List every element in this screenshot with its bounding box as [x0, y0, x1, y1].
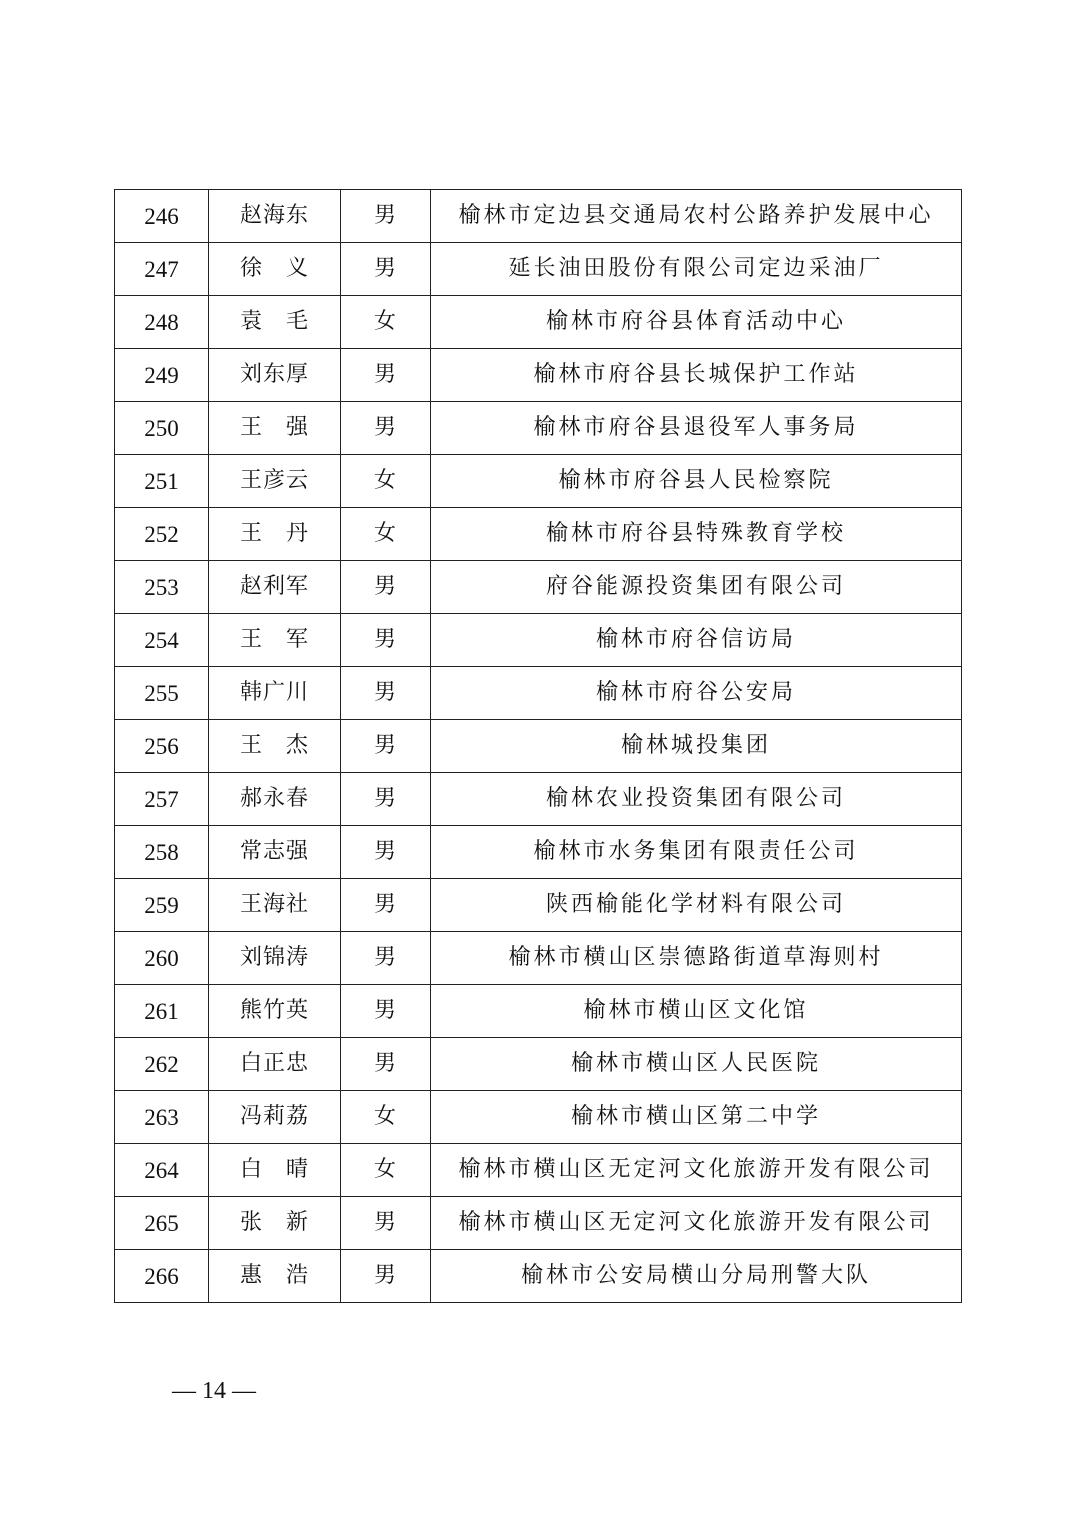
- table-row: [115, 1250, 962, 1303]
- gender: 男: [341, 243, 431, 296]
- work-unit: 榆林市横山区无定河文化旅游开发有限公司: [431, 1144, 962, 1197]
- work-unit: 榆林市府谷县人民检察院: [431, 455, 962, 508]
- gender: 女: [341, 296, 431, 349]
- work-unit: 榆林市横山区文化馆: [431, 985, 962, 1038]
- row-number: 251: [115, 455, 209, 508]
- person-name: 惠 浩: [209, 1250, 341, 1303]
- person-name: 熊竹英: [209, 985, 341, 1038]
- person-name: 常志强: [209, 826, 341, 879]
- gender: 男: [341, 932, 431, 985]
- gender: 男: [341, 1250, 431, 1303]
- table-row: [115, 879, 962, 932]
- work-unit: 榆林市水务集团有限责任公司: [431, 826, 962, 879]
- work-unit: 榆林市横山区崇德路街道草海则村: [431, 932, 962, 985]
- row-number: 264: [115, 1144, 209, 1197]
- person-name: 王 丹: [209, 508, 341, 561]
- row-number: 247: [115, 243, 209, 296]
- person-name: 刘东厚: [209, 349, 341, 402]
- table-row: [115, 614, 962, 667]
- row-number: 263: [115, 1091, 209, 1144]
- work-unit: 榆林农业投资集团有限公司: [431, 773, 962, 826]
- row-number: 255: [115, 667, 209, 720]
- work-unit: 榆林市府谷县特殊教育学校: [431, 508, 962, 561]
- row-number: 260: [115, 932, 209, 985]
- gender: 女: [341, 455, 431, 508]
- gender: 男: [341, 402, 431, 455]
- work-unit: 榆林市横山区人民医院: [431, 1038, 962, 1091]
- person-name: 刘锦涛: [209, 932, 341, 985]
- person-name: 郝永春: [209, 773, 341, 826]
- row-number: 258: [115, 826, 209, 879]
- person-name: 白正忠: [209, 1038, 341, 1091]
- row-number: 249: [115, 349, 209, 402]
- row-number: 262: [115, 1038, 209, 1091]
- row-number: 248: [115, 296, 209, 349]
- table-row: [115, 243, 962, 296]
- gender: 男: [341, 985, 431, 1038]
- table-row: [115, 1197, 962, 1250]
- row-number: 252: [115, 508, 209, 561]
- work-unit: 榆林市府谷县退役军人事务局: [431, 402, 962, 455]
- row-number: 256: [115, 720, 209, 773]
- gender: 男: [341, 561, 431, 614]
- table-row: [115, 773, 962, 826]
- person-name: 王 杰: [209, 720, 341, 773]
- work-unit: 陕西榆能化学材料有限公司: [431, 879, 962, 932]
- work-unit: 榆林城投集团: [431, 720, 962, 773]
- person-name: 王彦云: [209, 455, 341, 508]
- table-row: [115, 455, 962, 508]
- person-name: 王 强: [209, 402, 341, 455]
- table-body: [115, 190, 962, 1303]
- work-unit: 延长油田股份有限公司定边采油厂: [431, 243, 962, 296]
- person-name: 王 军: [209, 614, 341, 667]
- person-name: 白 晴: [209, 1144, 341, 1197]
- table-row: [115, 1038, 962, 1091]
- gender: 男: [341, 614, 431, 667]
- gender: 男: [341, 1197, 431, 1250]
- table-row: [115, 561, 962, 614]
- table-row: [115, 720, 962, 773]
- gender: 女: [341, 1144, 431, 1197]
- row-number: 253: [115, 561, 209, 614]
- honoree-table: [114, 189, 962, 1303]
- work-unit: 榆林市府谷公安局: [431, 667, 962, 720]
- row-number: 266: [115, 1250, 209, 1303]
- table-row: [115, 402, 962, 455]
- gender: 男: [341, 349, 431, 402]
- person-name: 赵利军: [209, 561, 341, 614]
- work-unit: 榆林市府谷信访局: [431, 614, 962, 667]
- person-name: 王海社: [209, 879, 341, 932]
- table-row: [115, 1144, 962, 1197]
- person-name: 韩广川: [209, 667, 341, 720]
- table-row: [115, 932, 962, 985]
- table-row: [115, 296, 962, 349]
- table-row: [115, 190, 962, 243]
- person-name: 袁 毛: [209, 296, 341, 349]
- table-row: [115, 826, 962, 879]
- gender: 女: [341, 1091, 431, 1144]
- person-name: 徐 义: [209, 243, 341, 296]
- table-row: [115, 349, 962, 402]
- gender: 男: [341, 1038, 431, 1091]
- row-number: 259: [115, 879, 209, 932]
- table-row: [115, 667, 962, 720]
- table-row: [115, 508, 962, 561]
- row-number: 254: [115, 614, 209, 667]
- gender: 男: [341, 190, 431, 243]
- person-name: 冯莉荔: [209, 1091, 341, 1144]
- work-unit: 榆林市横山区第二中学: [431, 1091, 962, 1144]
- page-number: — 14 —: [172, 1378, 256, 1404]
- gender: 男: [341, 667, 431, 720]
- row-number: 250: [115, 402, 209, 455]
- table-row: [115, 985, 962, 1038]
- table-row: [115, 1091, 962, 1144]
- row-number: 265: [115, 1197, 209, 1250]
- work-unit: 榆林市定边县交通局农村公路养护发展中心: [431, 190, 962, 243]
- gender: 男: [341, 773, 431, 826]
- work-unit: 榆林市府谷县体育活动中心: [431, 296, 962, 349]
- row-number: 246: [115, 190, 209, 243]
- gender: 男: [341, 720, 431, 773]
- work-unit: 榆林市府谷县长城保护工作站: [431, 349, 962, 402]
- work-unit: 府谷能源投资集团有限公司: [431, 561, 962, 614]
- person-name: 赵海东: [209, 190, 341, 243]
- person-name: 张 新: [209, 1197, 341, 1250]
- gender: 男: [341, 879, 431, 932]
- work-unit: 榆林市公安局横山分局刑警大队: [431, 1250, 962, 1303]
- work-unit: 榆林市横山区无定河文化旅游开发有限公司: [431, 1197, 962, 1250]
- row-number: 257: [115, 773, 209, 826]
- row-number: 261: [115, 985, 209, 1038]
- gender: 女: [341, 508, 431, 561]
- gender: 男: [341, 826, 431, 879]
